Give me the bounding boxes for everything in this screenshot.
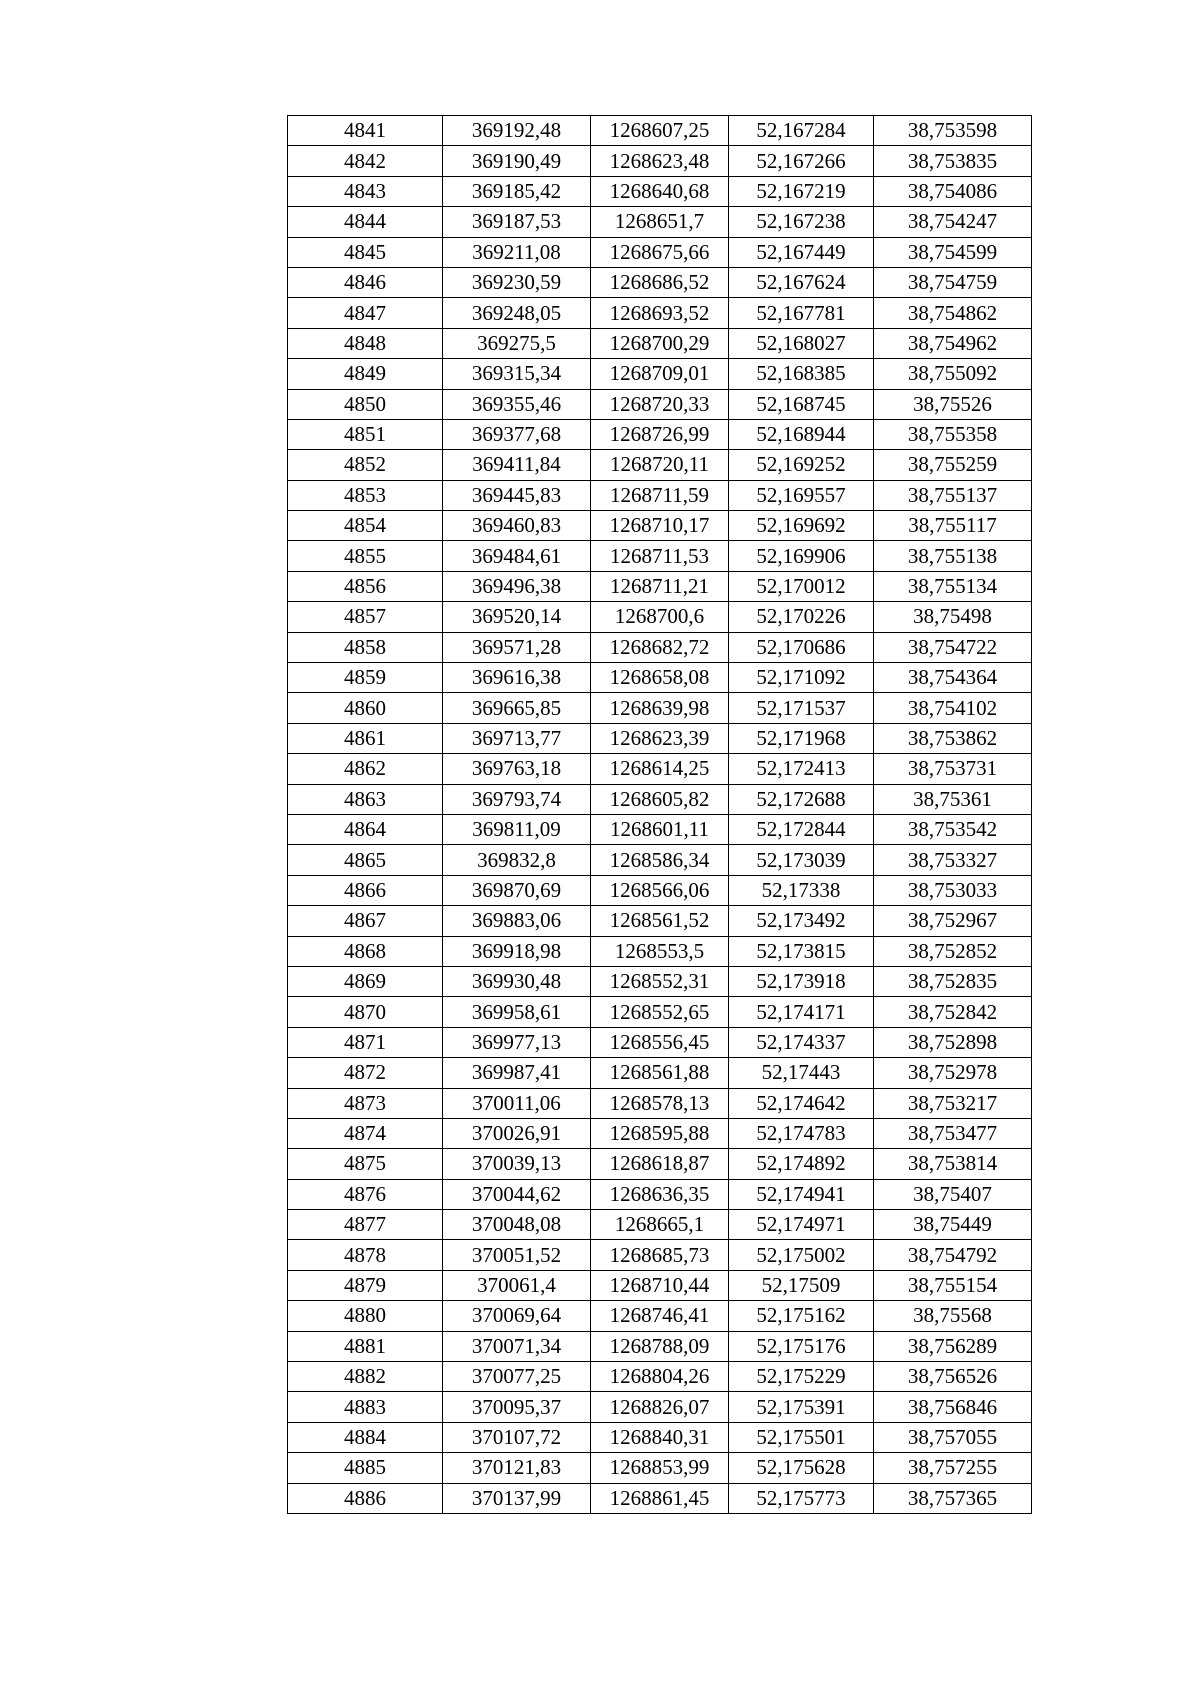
x-coordinate-cell: 369883,06 [443, 906, 591, 936]
latitude-cell: 52,174642 [729, 1088, 874, 1118]
y-coordinate-cell: 1268700,6 [591, 602, 729, 632]
table-row [288, 1058, 1032, 1088]
x-coordinate-cell: 370107,72 [443, 1422, 591, 1452]
table-row [288, 176, 1032, 206]
latitude-cell: 52,172844 [729, 814, 874, 844]
table-row [288, 966, 1032, 996]
longitude-cell: 38,754792 [874, 1240, 1032, 1270]
x-coordinate-cell: 369616,38 [443, 663, 591, 693]
longitude-cell: 38,752852 [874, 936, 1032, 966]
y-coordinate-cell: 1268586,34 [591, 845, 729, 875]
point-number-cell: 4873 [288, 1088, 443, 1118]
y-coordinate-cell: 1268788,09 [591, 1331, 729, 1361]
longitude-cell: 38,756526 [874, 1362, 1032, 1392]
longitude-cell: 38,75498 [874, 602, 1032, 632]
x-coordinate-cell: 370026,91 [443, 1118, 591, 1148]
x-coordinate-cell: 370051,52 [443, 1240, 591, 1270]
latitude-cell: 52,17443 [729, 1058, 874, 1088]
point-number-cell: 4846 [288, 267, 443, 297]
x-coordinate-cell: 369793,74 [443, 784, 591, 814]
latitude-cell: 52,168745 [729, 389, 874, 419]
y-coordinate-cell: 1268685,73 [591, 1240, 729, 1270]
y-coordinate-cell: 1268614,25 [591, 754, 729, 784]
point-number-cell: 4863 [288, 784, 443, 814]
y-coordinate-cell: 1268651,7 [591, 207, 729, 237]
x-coordinate-cell: 369190,49 [443, 146, 591, 176]
point-number-cell: 4843 [288, 176, 443, 206]
point-number-cell: 4879 [288, 1270, 443, 1300]
table-row [288, 146, 1032, 176]
x-coordinate-cell: 370095,37 [443, 1392, 591, 1422]
longitude-cell: 38,752842 [874, 997, 1032, 1027]
y-coordinate-cell: 1268658,08 [591, 663, 729, 693]
latitude-cell: 52,174171 [729, 997, 874, 1027]
latitude-cell: 52,172688 [729, 784, 874, 814]
point-number-cell: 4884 [288, 1422, 443, 1452]
longitude-cell: 38,755134 [874, 571, 1032, 601]
latitude-cell: 52,174892 [729, 1149, 874, 1179]
point-number-cell: 4871 [288, 1027, 443, 1057]
x-coordinate-cell: 369248,05 [443, 298, 591, 328]
y-coordinate-cell: 1268639,98 [591, 693, 729, 723]
longitude-cell: 38,754722 [874, 632, 1032, 662]
longitude-cell: 38,754247 [874, 207, 1032, 237]
latitude-cell: 52,171092 [729, 663, 874, 693]
y-coordinate-cell: 1268607,25 [591, 116, 729, 146]
latitude-cell: 52,17338 [729, 875, 874, 905]
latitude-cell: 52,175773 [729, 1483, 874, 1513]
longitude-cell: 38,753542 [874, 814, 1032, 844]
y-coordinate-cell: 1268618,87 [591, 1149, 729, 1179]
longitude-cell: 38,752898 [874, 1027, 1032, 1057]
y-coordinate-cell: 1268601,11 [591, 814, 729, 844]
y-coordinate-cell: 1268746,41 [591, 1301, 729, 1331]
table-row [288, 1453, 1032, 1483]
point-number-cell: 4877 [288, 1210, 443, 1240]
longitude-cell: 38,757365 [874, 1483, 1032, 1513]
x-coordinate-cell: 370039,13 [443, 1149, 591, 1179]
x-coordinate-cell: 369275,5 [443, 328, 591, 358]
x-coordinate-cell: 369411,84 [443, 450, 591, 480]
latitude-cell: 52,167781 [729, 298, 874, 328]
latitude-cell: 52,174337 [729, 1027, 874, 1057]
longitude-cell: 38,75526 [874, 389, 1032, 419]
latitude-cell: 52,173918 [729, 966, 874, 996]
longitude-cell: 38,755259 [874, 450, 1032, 480]
longitude-cell: 38,753862 [874, 723, 1032, 753]
table-row [288, 906, 1032, 936]
latitude-cell: 52,173492 [729, 906, 874, 936]
y-coordinate-cell: 1268553,5 [591, 936, 729, 966]
longitude-cell: 38,755092 [874, 359, 1032, 389]
table-row [288, 936, 1032, 966]
x-coordinate-cell: 369355,46 [443, 389, 591, 419]
latitude-cell: 52,170012 [729, 571, 874, 601]
y-coordinate-cell: 1268853,99 [591, 1453, 729, 1483]
x-coordinate-cell: 369192,48 [443, 116, 591, 146]
latitude-cell: 52,169557 [729, 480, 874, 510]
longitude-cell: 38,754086 [874, 176, 1032, 206]
x-coordinate-cell: 369713,77 [443, 723, 591, 753]
latitude-cell: 52,174971 [729, 1210, 874, 1240]
x-coordinate-cell: 370071,34 [443, 1331, 591, 1361]
x-coordinate-cell: 369484,61 [443, 541, 591, 571]
table-row [288, 663, 1032, 693]
longitude-cell: 38,753217 [874, 1088, 1032, 1118]
y-coordinate-cell: 1268675,66 [591, 237, 729, 267]
longitude-cell: 38,75449 [874, 1210, 1032, 1240]
latitude-cell: 52,170226 [729, 602, 874, 632]
longitude-cell: 38,755137 [874, 480, 1032, 510]
x-coordinate-cell: 369460,83 [443, 511, 591, 541]
point-number-cell: 4847 [288, 298, 443, 328]
table-row [288, 1149, 1032, 1179]
x-coordinate-cell: 369520,14 [443, 602, 591, 632]
table-row [288, 784, 1032, 814]
y-coordinate-cell: 1268700,29 [591, 328, 729, 358]
x-coordinate-cell: 370011,06 [443, 1088, 591, 1118]
table-row [288, 997, 1032, 1027]
table-row [288, 1301, 1032, 1331]
x-coordinate-cell: 369211,08 [443, 237, 591, 267]
table-row [288, 1210, 1032, 1240]
y-coordinate-cell: 1268709,01 [591, 359, 729, 389]
latitude-cell: 52,169252 [729, 450, 874, 480]
y-coordinate-cell: 1268710,44 [591, 1270, 729, 1300]
point-number-cell: 4875 [288, 1149, 443, 1179]
point-number-cell: 4886 [288, 1483, 443, 1513]
x-coordinate-cell: 370069,64 [443, 1301, 591, 1331]
table-row [288, 419, 1032, 449]
point-number-cell: 4852 [288, 450, 443, 480]
x-coordinate-cell: 369832,8 [443, 845, 591, 875]
latitude-cell: 52,170686 [729, 632, 874, 662]
point-number-cell: 4844 [288, 207, 443, 237]
coordinates-table [287, 115, 1032, 1514]
point-number-cell: 4881 [288, 1331, 443, 1361]
point-number-cell: 4874 [288, 1118, 443, 1148]
x-coordinate-cell: 369870,69 [443, 875, 591, 905]
y-coordinate-cell: 1268636,35 [591, 1179, 729, 1209]
latitude-cell: 52,167266 [729, 146, 874, 176]
latitude-cell: 52,175628 [729, 1453, 874, 1483]
y-coordinate-cell: 1268605,82 [591, 784, 729, 814]
point-number-cell: 4842 [288, 146, 443, 176]
y-coordinate-cell: 1268711,21 [591, 571, 729, 601]
table-row [288, 1240, 1032, 1270]
latitude-cell: 52,175229 [729, 1362, 874, 1392]
latitude-cell: 52,167284 [729, 116, 874, 146]
longitude-cell: 38,754962 [874, 328, 1032, 358]
longitude-cell: 38,753598 [874, 116, 1032, 146]
point-number-cell: 4859 [288, 663, 443, 693]
table-row [288, 845, 1032, 875]
point-number-cell: 4872 [288, 1058, 443, 1088]
y-coordinate-cell: 1268804,26 [591, 1362, 729, 1392]
y-coordinate-cell: 1268720,33 [591, 389, 729, 419]
table-row [288, 1422, 1032, 1452]
table-row [288, 267, 1032, 297]
y-coordinate-cell: 1268840,31 [591, 1422, 729, 1452]
table-row [288, 450, 1032, 480]
point-number-cell: 4865 [288, 845, 443, 875]
longitude-cell: 38,753731 [874, 754, 1032, 784]
point-number-cell: 4850 [288, 389, 443, 419]
y-coordinate-cell: 1268711,53 [591, 541, 729, 571]
table-row [288, 693, 1032, 723]
table-row [288, 359, 1032, 389]
latitude-cell: 52,167238 [729, 207, 874, 237]
point-number-cell: 4848 [288, 328, 443, 358]
point-number-cell: 4866 [288, 875, 443, 905]
point-number-cell: 4885 [288, 1453, 443, 1483]
point-number-cell: 4841 [288, 116, 443, 146]
y-coordinate-cell: 1268861,45 [591, 1483, 729, 1513]
point-number-cell: 4878 [288, 1240, 443, 1270]
table-row [288, 1392, 1032, 1422]
x-coordinate-cell: 369918,98 [443, 936, 591, 966]
y-coordinate-cell: 1268623,48 [591, 146, 729, 176]
latitude-cell: 52,173039 [729, 845, 874, 875]
longitude-cell: 38,757055 [874, 1422, 1032, 1452]
point-number-cell: 4855 [288, 541, 443, 571]
longitude-cell: 38,75407 [874, 1179, 1032, 1209]
table-row [288, 1483, 1032, 1513]
x-coordinate-cell: 370137,99 [443, 1483, 591, 1513]
table-row [288, 632, 1032, 662]
table-row [288, 1331, 1032, 1361]
x-coordinate-cell: 369665,85 [443, 693, 591, 723]
longitude-cell: 38,753814 [874, 1149, 1032, 1179]
y-coordinate-cell: 1268552,31 [591, 966, 729, 996]
x-coordinate-cell: 369811,09 [443, 814, 591, 844]
point-number-cell: 4845 [288, 237, 443, 267]
x-coordinate-cell: 370044,62 [443, 1179, 591, 1209]
latitude-cell: 52,174941 [729, 1179, 874, 1209]
latitude-cell: 52,168027 [729, 328, 874, 358]
point-number-cell: 4861 [288, 723, 443, 753]
point-number-cell: 4870 [288, 997, 443, 1027]
y-coordinate-cell: 1268720,11 [591, 450, 729, 480]
x-coordinate-cell: 369958,61 [443, 997, 591, 1027]
table-row [288, 328, 1032, 358]
longitude-cell: 38,754102 [874, 693, 1032, 723]
point-number-cell: 4849 [288, 359, 443, 389]
longitude-cell: 38,752978 [874, 1058, 1032, 1088]
latitude-cell: 52,168385 [729, 359, 874, 389]
latitude-cell: 52,169692 [729, 511, 874, 541]
longitude-cell: 38,754862 [874, 298, 1032, 328]
y-coordinate-cell: 1268682,72 [591, 632, 729, 662]
point-number-cell: 4883 [288, 1392, 443, 1422]
x-coordinate-cell: 369571,28 [443, 632, 591, 662]
latitude-cell: 52,167624 [729, 267, 874, 297]
point-number-cell: 4876 [288, 1179, 443, 1209]
longitude-cell: 38,752967 [874, 906, 1032, 936]
longitude-cell: 38,754759 [874, 267, 1032, 297]
latitude-cell: 52,167219 [729, 176, 874, 206]
latitude-cell: 52,172413 [729, 754, 874, 784]
point-number-cell: 4867 [288, 906, 443, 936]
longitude-cell: 38,75361 [874, 784, 1032, 814]
point-number-cell: 4869 [288, 966, 443, 996]
x-coordinate-cell: 369187,53 [443, 207, 591, 237]
table-row [288, 298, 1032, 328]
table-row [288, 1088, 1032, 1118]
x-coordinate-cell: 369987,41 [443, 1058, 591, 1088]
latitude-cell: 52,169906 [729, 541, 874, 571]
x-coordinate-cell: 369930,48 [443, 966, 591, 996]
latitude-cell: 52,171968 [729, 723, 874, 753]
point-number-cell: 4856 [288, 571, 443, 601]
longitude-cell: 38,757255 [874, 1453, 1032, 1483]
x-coordinate-cell: 370048,08 [443, 1210, 591, 1240]
table-row [288, 1270, 1032, 1300]
y-coordinate-cell: 1268595,88 [591, 1118, 729, 1148]
latitude-cell: 52,175176 [729, 1331, 874, 1361]
y-coordinate-cell: 1268640,68 [591, 176, 729, 206]
coordinates-table-body [288, 116, 1032, 1514]
longitude-cell: 38,755117 [874, 511, 1032, 541]
point-number-cell: 4853 [288, 480, 443, 510]
table-row [288, 116, 1032, 146]
table-row [288, 1362, 1032, 1392]
point-number-cell: 4880 [288, 1301, 443, 1331]
point-number-cell: 4854 [288, 511, 443, 541]
table-row [288, 1027, 1032, 1057]
y-coordinate-cell: 1268826,07 [591, 1392, 729, 1422]
longitude-cell: 38,75568 [874, 1301, 1032, 1331]
longitude-cell: 38,753033 [874, 875, 1032, 905]
latitude-cell: 52,173815 [729, 936, 874, 966]
table-row [288, 237, 1032, 267]
longitude-cell: 38,754364 [874, 663, 1032, 693]
point-number-cell: 4868 [288, 936, 443, 966]
point-number-cell: 4860 [288, 693, 443, 723]
longitude-cell: 38,753327 [874, 845, 1032, 875]
longitude-cell: 38,752835 [874, 966, 1032, 996]
latitude-cell: 52,174783 [729, 1118, 874, 1148]
y-coordinate-cell: 1268686,52 [591, 267, 729, 297]
table-row [288, 389, 1032, 419]
x-coordinate-cell: 370061,4 [443, 1270, 591, 1300]
longitude-cell: 38,755358 [874, 419, 1032, 449]
table-row [288, 511, 1032, 541]
table-row [288, 207, 1032, 237]
longitude-cell: 38,753477 [874, 1118, 1032, 1148]
y-coordinate-cell: 1268623,39 [591, 723, 729, 753]
point-number-cell: 4882 [288, 1362, 443, 1392]
latitude-cell: 52,175391 [729, 1392, 874, 1422]
latitude-cell: 52,17509 [729, 1270, 874, 1300]
x-coordinate-cell: 369185,42 [443, 176, 591, 206]
x-coordinate-cell: 369315,34 [443, 359, 591, 389]
latitude-cell: 52,175002 [729, 1240, 874, 1270]
x-coordinate-cell: 369230,59 [443, 267, 591, 297]
x-coordinate-cell: 369763,18 [443, 754, 591, 784]
table-row [288, 814, 1032, 844]
table-row [288, 875, 1032, 905]
y-coordinate-cell: 1268711,59 [591, 480, 729, 510]
longitude-cell: 38,753835 [874, 146, 1032, 176]
latitude-cell: 52,175162 [729, 1301, 874, 1331]
table-row [288, 602, 1032, 632]
point-number-cell: 4858 [288, 632, 443, 662]
y-coordinate-cell: 1268726,99 [591, 419, 729, 449]
longitude-cell: 38,755138 [874, 541, 1032, 571]
longitude-cell: 38,756846 [874, 1392, 1032, 1422]
table-row [288, 480, 1032, 510]
table-row [288, 541, 1032, 571]
latitude-cell: 52,171537 [729, 693, 874, 723]
latitude-cell: 52,168944 [729, 419, 874, 449]
table-row [288, 1179, 1032, 1209]
table-row [288, 571, 1032, 601]
y-coordinate-cell: 1268710,17 [591, 511, 729, 541]
y-coordinate-cell: 1268665,1 [591, 1210, 729, 1240]
point-number-cell: 4864 [288, 814, 443, 844]
y-coordinate-cell: 1268566,06 [591, 875, 729, 905]
y-coordinate-cell: 1268578,13 [591, 1088, 729, 1118]
x-coordinate-cell: 370121,83 [443, 1453, 591, 1483]
latitude-cell: 52,175501 [729, 1422, 874, 1452]
y-coordinate-cell: 1268552,65 [591, 997, 729, 1027]
longitude-cell: 38,756289 [874, 1331, 1032, 1361]
x-coordinate-cell: 369977,13 [443, 1027, 591, 1057]
y-coordinate-cell: 1268693,52 [591, 298, 729, 328]
x-coordinate-cell: 369377,68 [443, 419, 591, 449]
table-row [288, 754, 1032, 784]
y-coordinate-cell: 1268561,88 [591, 1058, 729, 1088]
longitude-cell: 38,754599 [874, 237, 1032, 267]
point-number-cell: 4851 [288, 419, 443, 449]
latitude-cell: 52,167449 [729, 237, 874, 267]
x-coordinate-cell: 369496,38 [443, 571, 591, 601]
longitude-cell: 38,755154 [874, 1270, 1032, 1300]
table-row [288, 723, 1032, 753]
point-number-cell: 4862 [288, 754, 443, 784]
point-number-cell: 4857 [288, 602, 443, 632]
y-coordinate-cell: 1268556,45 [591, 1027, 729, 1057]
table-row [288, 1118, 1032, 1148]
y-coordinate-cell: 1268561,52 [591, 906, 729, 936]
x-coordinate-cell: 370077,25 [443, 1362, 591, 1392]
x-coordinate-cell: 369445,83 [443, 480, 591, 510]
